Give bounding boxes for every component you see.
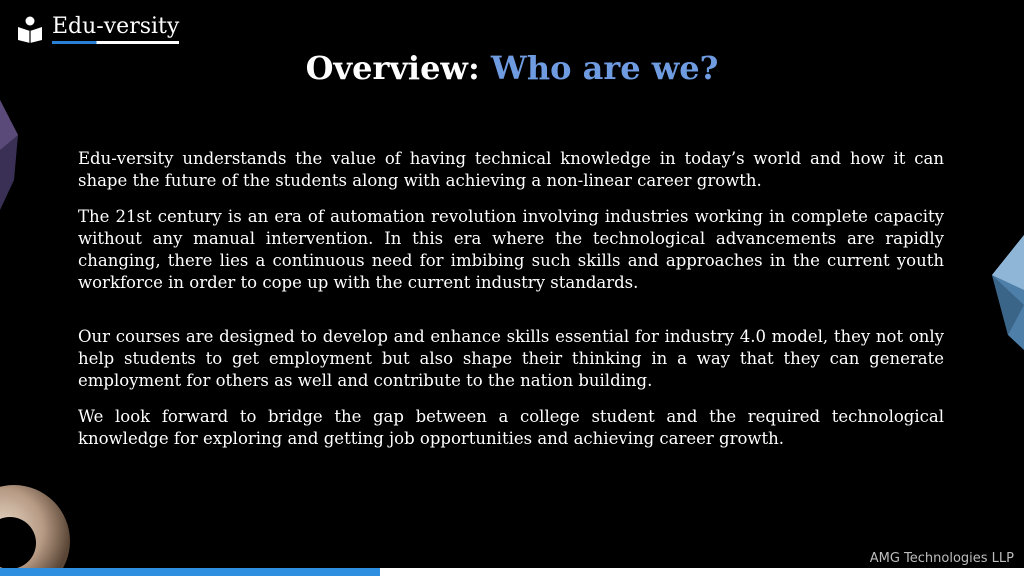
brand-name-wrap bbox=[52, 14, 179, 44]
brand-logo bbox=[16, 14, 179, 44]
footer-bar bbox=[0, 568, 1024, 576]
overview-content bbox=[78, 148, 944, 464]
title-accent: Who are we? bbox=[490, 49, 719, 87]
page-title bbox=[0, 46, 1024, 90]
brand-underline bbox=[52, 41, 179, 44]
paragraph-automation: The 21st century is an era of automation revolution involving industries working in complete capacity without any manual intervention. In this era where the technological advancements are rapidly changing, there lies a continuous need for imbibing such skills and approaches in the current youth workforce in order to cope up with the current industry standards. bbox=[78, 207, 944, 292]
footer-company: AMG Technologies LLP bbox=[869, 551, 1014, 566]
brand-name: Edu-versity bbox=[52, 14, 180, 39]
paragraph-bridge-gap: We look forward to bridge the gap between a college student and the required technological knowledge for exploring and getting job opportunities and achieving career growth. bbox=[78, 407, 944, 448]
open-book-icon bbox=[16, 15, 44, 43]
left-crystal-decoration bbox=[0, 100, 22, 210]
paragraph-courses: Our courses are designed to develop and enhance skills essential for industry 4.0 model, they not only help students to get employment but also shape their thinking in a way that they can generate employment for others as well and contribute to the nation building. bbox=[78, 327, 944, 390]
footer-bar-blue-segment bbox=[0, 568, 380, 576]
ring-decoration bbox=[0, 481, 80, 576]
paragraph-intro: Edu-versity understands the value of having technical knowledge in today’s world and how it can shape the future of the students along with achieving a non-linear career growth. bbox=[78, 149, 944, 190]
title-main: Overview: bbox=[305, 49, 491, 87]
footer-bar-white-segment bbox=[380, 568, 1024, 576]
right-crystal-decoration bbox=[984, 235, 1024, 350]
